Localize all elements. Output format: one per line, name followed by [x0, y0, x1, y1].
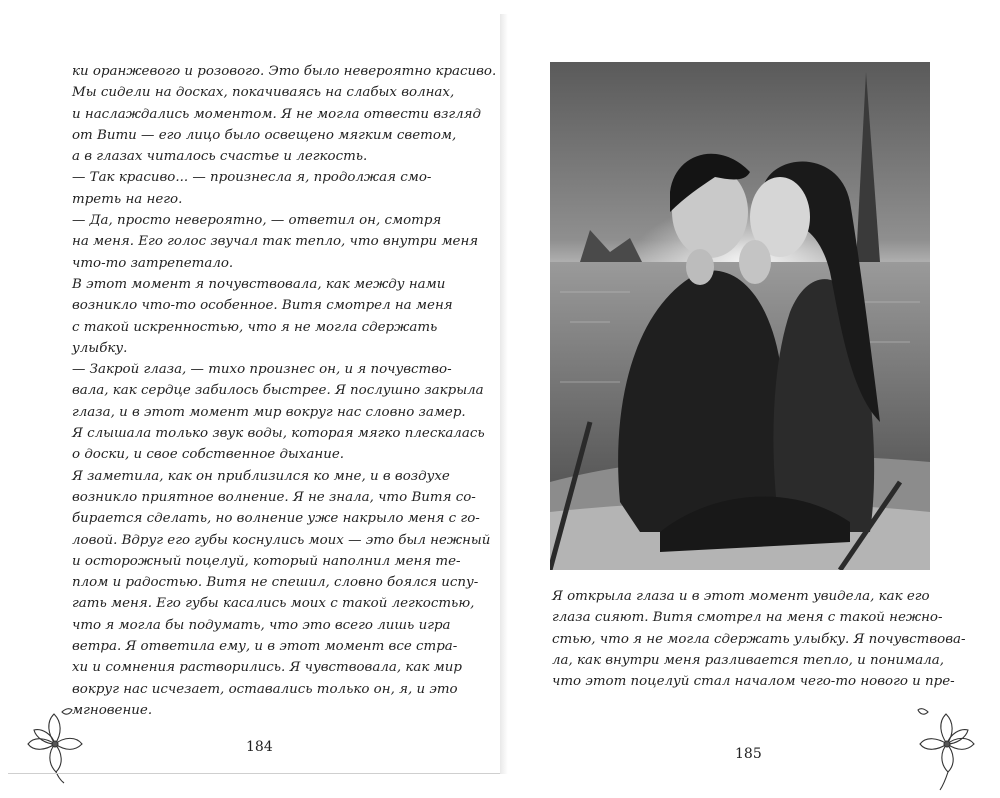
text-line: вала, как сердце забилось быстрее. Я послушно закрыла [72, 383, 484, 399]
text-line: бирается сделать, но волнение уже накрыло меня с го- [72, 511, 480, 527]
text-line: глаза, и в этот момент мир вокруг нас словно замер. [72, 404, 466, 420]
flower-icon [914, 704, 980, 798]
text-line: что я могла бы подумать, что это всего лишь игра [72, 617, 451, 633]
text-line: возникло приятное волнение. Я не знала, что Витя со- [72, 489, 476, 505]
text-line: В этот момент я почувствовала, как между нами [72, 276, 446, 292]
text-line: гать меня. Его губы касались моих с такой легкостью, [72, 596, 475, 612]
page-number: 185 [735, 746, 762, 762]
text-line: ветра. Я ответила ему, и в этот момент все стра- [72, 639, 458, 655]
text-line: стью, что я не могла сдержать улыбку. Я почувствова- [552, 631, 966, 647]
text-line: Я заметила, как он приблизился ко мне, и в воздухе [72, 468, 450, 484]
page-number: 184 [246, 739, 273, 755]
text-line: — Да, просто невероятно, — ответил он, смотря [72, 213, 442, 229]
text-line: ловой. Вдруг его губы коснулись моих — это был нежный [72, 532, 491, 548]
text-line: и осторожный поцелуй, который наполнил меня те- [72, 553, 461, 569]
text-line: треть на него. [72, 191, 183, 207]
text-line: глаза сияют. Витя смотрел на меня с такой нежно- [552, 610, 943, 626]
text-line: плом и радостью. Витя не спешил, словно боялся испу- [72, 575, 479, 591]
text-line: — Так красиво... — произнесла я, продолжая смо- [72, 170, 432, 186]
text-line: возникло что-то особенное. Витя смотрел на меня [72, 298, 453, 314]
text-line: улыбку. [72, 340, 128, 356]
right-page [508, 14, 992, 774]
illustration [550, 62, 930, 570]
text-line: а в глазах читалось счастье и легкость. [72, 149, 368, 165]
text-line: о доски, и свое собственное дыхание. [72, 447, 345, 463]
text-line: и наслаждались моментом. Я не могла отвести взгляд [72, 106, 482, 122]
text-line: с такой искренностью, что я не могла сдержать [72, 319, 438, 335]
text-line: — Закрой глаза, — тихо произнес он, и я почувство- [72, 362, 452, 378]
left-page [8, 14, 500, 774]
right-page-text [552, 586, 966, 692]
text-line: Я слышала только звук воды, которая мягко плескалась [72, 426, 485, 442]
text-line: ла, как внутри меня разливается тепло, и понимала, [552, 652, 944, 668]
left-page-text [72, 61, 497, 721]
text-line: вокруг нас исчезает, оставались только он, я, и это [72, 681, 458, 697]
text-line: что-то затрепетало. [72, 255, 234, 271]
page-bottom-edge [8, 773, 500, 774]
text-line: что этот поцелуй стал началом чего-то нового и пре- [552, 674, 955, 690]
text-line: Я открыла глаза и в этот момент увидела, как его [552, 589, 930, 604]
page-gutter [500, 14, 508, 774]
text-line: мгновение. [72, 702, 153, 718]
flower-icon [22, 704, 88, 788]
text-line: от Вити — его лицо было освещено мягким светом, [72, 127, 457, 143]
text-line: на меня. Его голос звучал так тепло, что внутри меня [72, 234, 479, 250]
text-line: хи и сомнения растворились. Я чувствовала, как мир [72, 660, 462, 676]
text-line: ки оранжевого и розового. Это было невероятно красиво. [72, 64, 497, 79]
text-line: Мы сидели на досках, покачиваясь на слабых волнах, [72, 85, 455, 101]
